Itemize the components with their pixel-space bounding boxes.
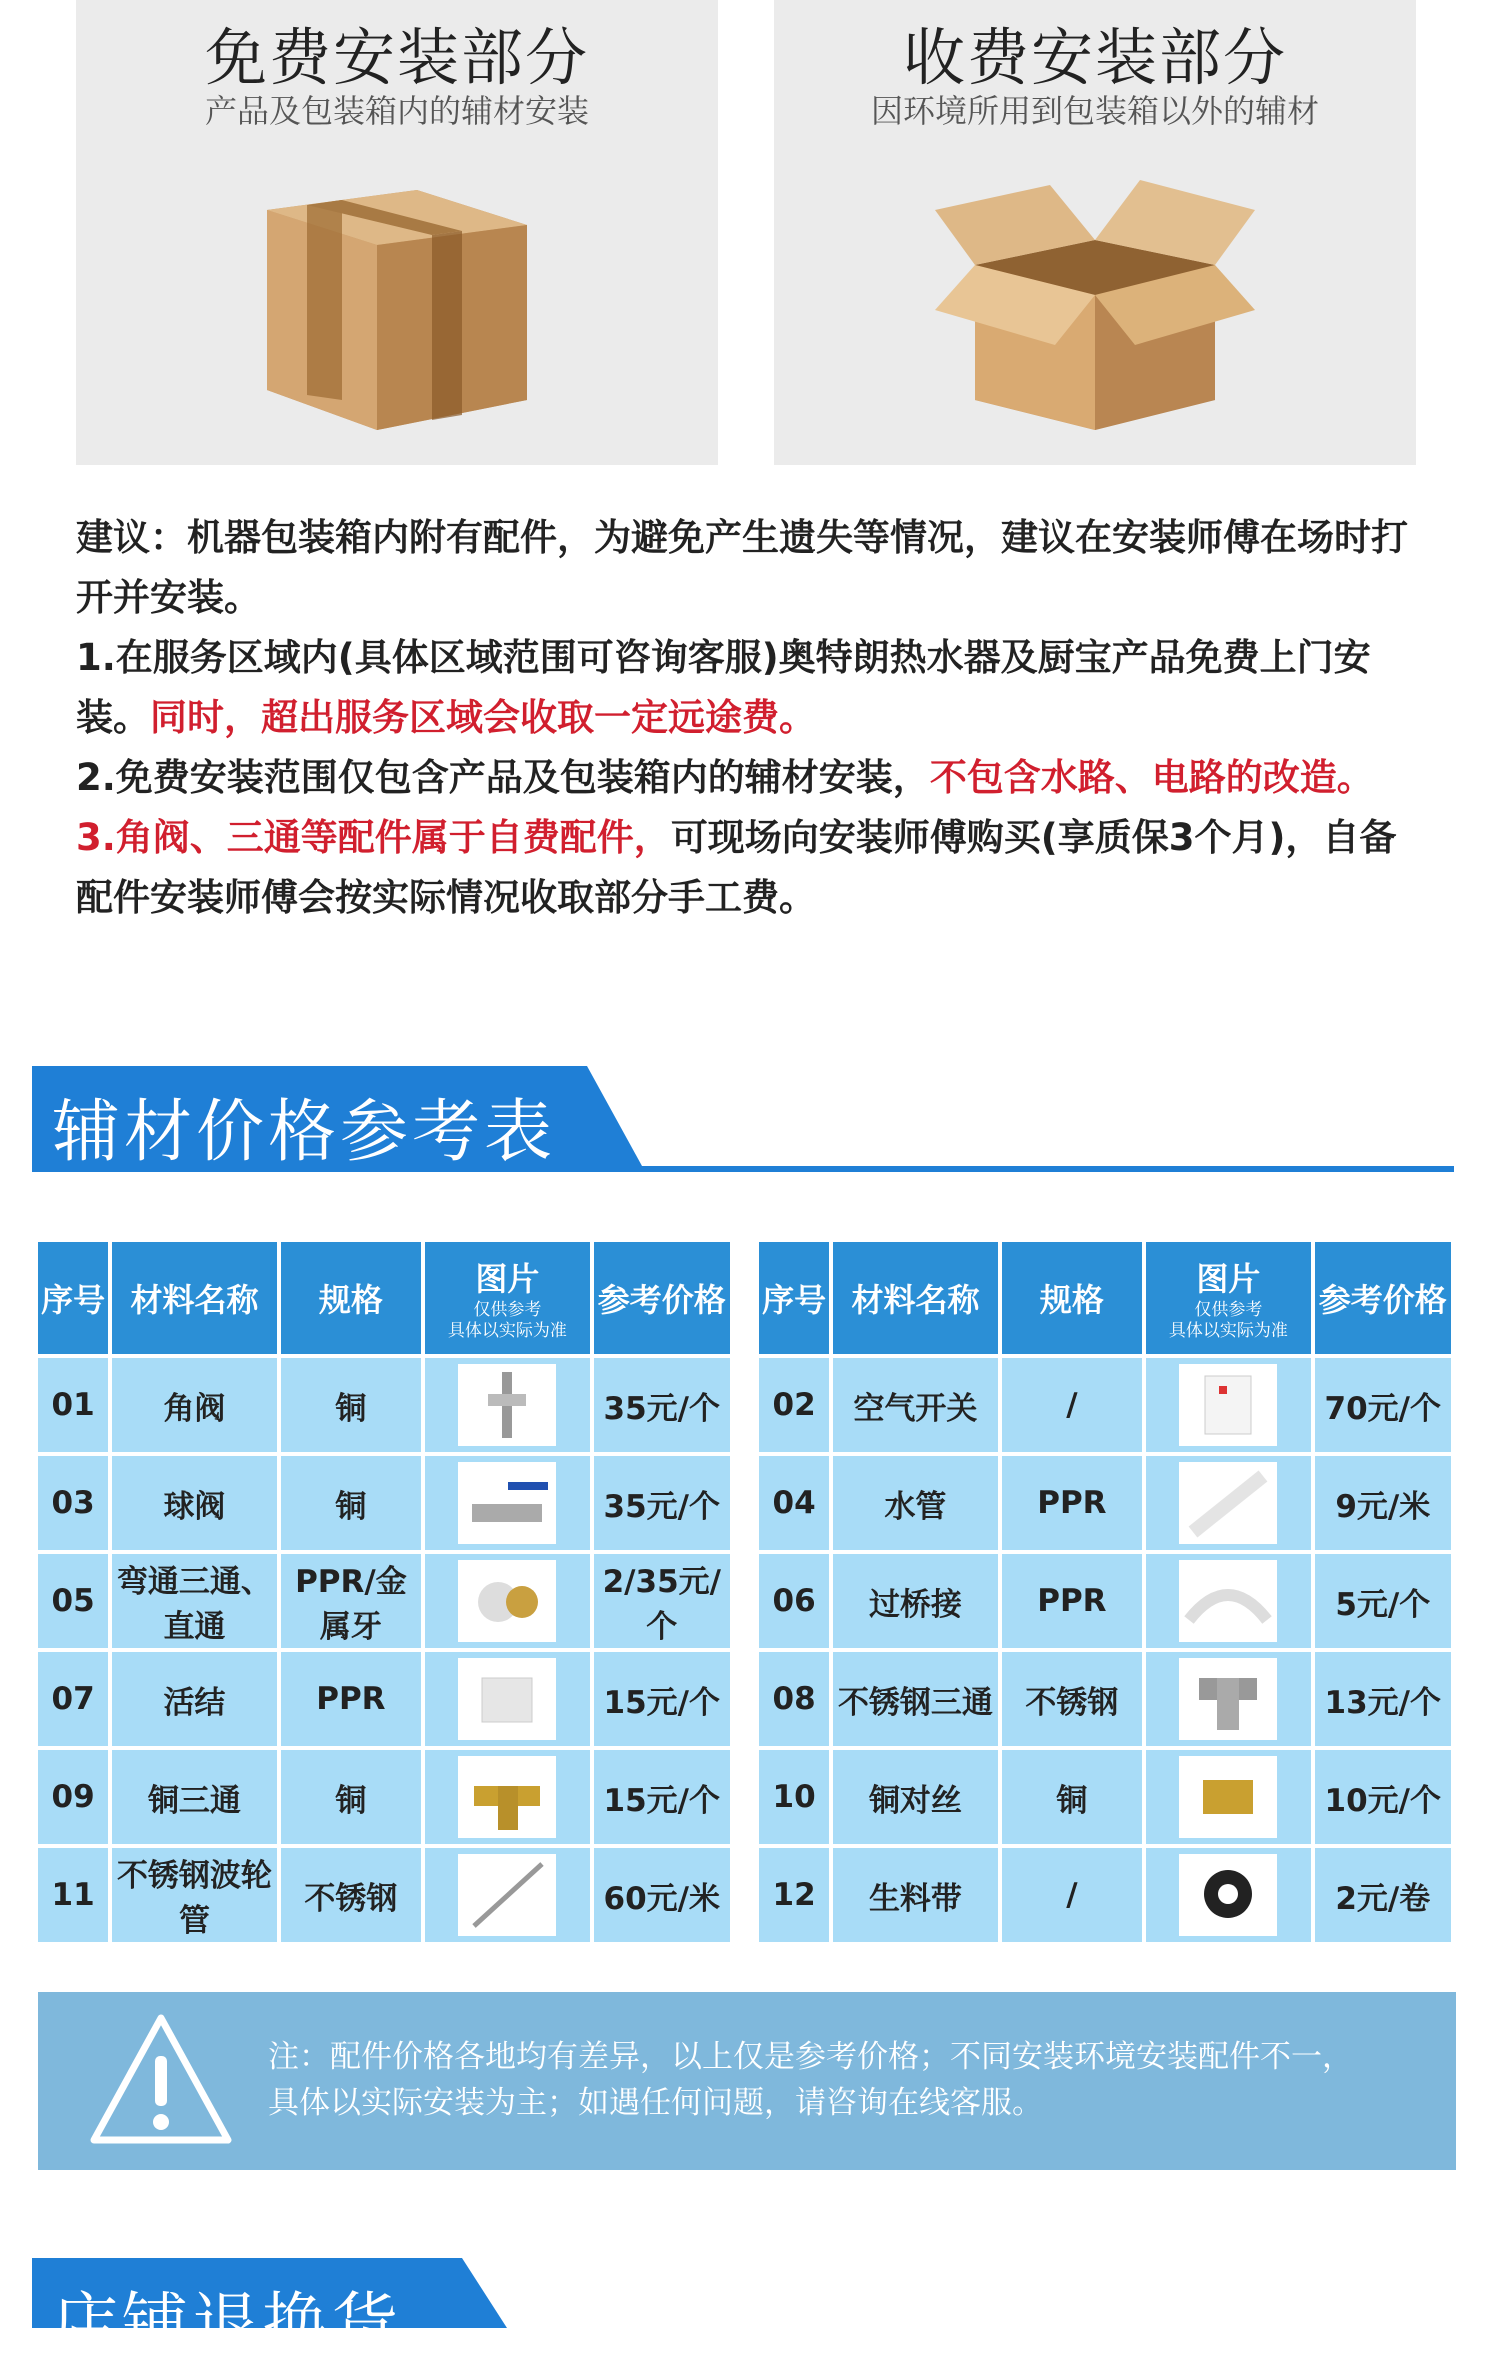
header-no: 序号 <box>38 1242 108 1354</box>
row-no: 11 <box>38 1848 108 1942</box>
row-price: 35元/个 <box>594 1456 730 1550</box>
table-row <box>38 1358 730 1452</box>
row-spec: 铜 <box>281 1358 421 1452</box>
header-pic-note1: 仅供参考 <box>1194 1300 1263 1320</box>
free-install-title: 免费安装部分 <box>204 21 589 94</box>
row-no: 09 <box>38 1750 108 1844</box>
row-name: 铜三通 <box>112 1750 276 1844</box>
row-price: 9元/米 <box>1315 1456 1451 1550</box>
row-name: 角阀 <box>112 1358 276 1452</box>
brass-nipple-icon <box>1179 1756 1277 1838</box>
row-spec: 铜 <box>281 1456 421 1550</box>
note-3 <box>76 808 1426 928</box>
note-advice: 建议：机器包装箱内附有配件，为避免产生遗失等情况，建议在安装师傅在场时打开并安装。 <box>76 516 1408 619</box>
row-price: 5元/个 <box>1315 1554 1451 1648</box>
row-name: 活结 <box>112 1652 276 1746</box>
row-no: 08 <box>759 1652 829 1746</box>
angle-valve-icon <box>458 1364 556 1446</box>
header-price: 参考价格 <box>594 1242 730 1354</box>
table-row <box>759 1554 1451 1648</box>
table-row <box>759 1456 1451 1550</box>
row-name: 弯通三通、直通 <box>112 1554 276 1648</box>
bridge-fitting-icon <box>1179 1560 1277 1642</box>
price-table-title: 辅材价格参考表 <box>52 1093 557 1172</box>
row-no: 07 <box>38 1652 108 1746</box>
row-price: 2/35元/个 <box>594 1554 730 1648</box>
paid-install-subtitle: 因环境所用到包装箱以外的辅材 <box>870 92 1319 130</box>
union-fitting-icon <box>458 1658 556 1740</box>
row-spec: 不锈钢 <box>1002 1652 1142 1746</box>
return-policy-banner <box>32 2258 1454 2362</box>
ptfe-tape-icon <box>1179 1854 1277 1936</box>
header-name: 材料名称 <box>833 1242 997 1354</box>
row-name: 不锈钢波轮管 <box>112 1848 276 1942</box>
table-row <box>759 1652 1451 1746</box>
notice-line2: 具体以实际安装为主；如遇任何问题，请咨询在线客服。 <box>268 2085 1043 2121</box>
row-spec: PPR <box>1002 1456 1142 1550</box>
table-row <box>38 1456 730 1550</box>
price-table-banner <box>32 1066 1454 1176</box>
corrugated-pipe-icon <box>458 1854 556 1936</box>
row-spec: PPR/金属牙 <box>281 1554 421 1648</box>
row-name: 空气开关 <box>833 1358 997 1452</box>
table-row <box>759 1750 1451 1844</box>
open-box-icon <box>925 170 1265 440</box>
row-spec: / <box>1002 1848 1142 1942</box>
price-notice <box>38 1992 1456 2170</box>
header-pic <box>1146 1242 1310 1354</box>
header-spec: 规格 <box>1002 1242 1142 1354</box>
header-pic-note1: 仅供参考 <box>473 1300 542 1320</box>
row-spec: 不锈钢 <box>281 1848 421 1942</box>
row-price: 60元/米 <box>594 1848 730 1942</box>
steel-tee-icon <box>1179 1658 1277 1740</box>
note-2 <box>76 748 1426 808</box>
row-no: 02 <box>759 1358 829 1452</box>
row-name: 过桥接 <box>833 1554 997 1648</box>
row-no: 01 <box>38 1358 108 1452</box>
price-table-left <box>34 1238 734 1946</box>
row-no: 04 <box>759 1456 829 1550</box>
table-row <box>38 1848 730 1942</box>
table-row <box>759 1358 1451 1452</box>
row-name: 铜对丝 <box>833 1750 997 1844</box>
header-pic <box>425 1242 589 1354</box>
warning-icon <box>86 2010 236 2150</box>
elbow-tee-icon <box>458 1560 556 1642</box>
brass-tee-icon <box>458 1756 556 1838</box>
row-name: 水管 <box>833 1456 997 1550</box>
install-notes <box>76 508 1426 928</box>
note-3-text: 可现场向安装师傅购买(享质保3个月)，自备配件安装师傅会按实际情况收取部分手工费。 <box>76 816 1397 919</box>
header-pic-note2: 具体以实际为准 <box>1168 1321 1288 1341</box>
header-pic-note2: 具体以实际为准 <box>447 1321 567 1341</box>
price-table-right <box>755 1238 1455 1946</box>
notice-line1: 注：配件价格各地均有差异，以上仅是参考价格；不同安装环境安装配件不一， <box>268 2039 1353 2075</box>
row-no: 06 <box>759 1554 829 1648</box>
row-name: 球阀 <box>112 1456 276 1550</box>
row-price: 70元/个 <box>1315 1358 1451 1452</box>
row-price: 15元/个 <box>594 1750 730 1844</box>
row-price: 13元/个 <box>1315 1652 1451 1746</box>
header-name: 材料名称 <box>112 1242 276 1354</box>
header-price: 参考价格 <box>1315 1242 1451 1354</box>
table-row <box>38 1652 730 1746</box>
note-1-text: 1.在服务区域内(具体区域范围可咨询客服)奥特朗热水器及厨宝产品免费上门安装。 <box>76 636 1371 739</box>
row-spec: 铜 <box>281 1750 421 1844</box>
row-price: 35元/个 <box>594 1358 730 1452</box>
header-spec: 规格 <box>281 1242 421 1354</box>
table-row <box>38 1750 730 1844</box>
paid-install-title: 收费安装部分 <box>902 21 1287 94</box>
row-price: 10元/个 <box>1315 1750 1451 1844</box>
note-1-highlight: 同时，超出服务区域会收取一定远途费。 <box>150 696 816 739</box>
row-no: 10 <box>759 1750 829 1844</box>
notice-text <box>268 2034 1353 2126</box>
free-install-subtitle: 产品及包装箱内的辅材安装 <box>204 92 589 130</box>
row-spec: PPR <box>281 1652 421 1746</box>
air-switch-icon <box>1179 1364 1277 1446</box>
note-2-text: 2.免费安装范围仅包含产品及包装箱内的辅材安装， <box>76 756 930 799</box>
header-pic-label: 图片 <box>1196 1260 1261 1298</box>
row-spec: / <box>1002 1358 1142 1452</box>
header-pic-label: 图片 <box>475 1260 540 1298</box>
row-no: 03 <box>38 1456 108 1550</box>
table-row <box>38 1554 730 1648</box>
free-install-panel <box>76 0 718 465</box>
row-price: 2元/卷 <box>1315 1848 1451 1942</box>
row-name: 生料带 <box>833 1848 997 1942</box>
row-price: 15元/个 <box>594 1652 730 1746</box>
note-3-highlight: 3.角阀、三通等配件属于自费配件， <box>76 816 671 859</box>
note-1 <box>76 628 1426 748</box>
row-no: 12 <box>759 1848 829 1942</box>
paid-install-panel <box>774 0 1416 465</box>
return-policy-title: 店铺退换货 <box>52 2285 402 2362</box>
ball-valve-icon <box>458 1462 556 1544</box>
row-spec: PPR <box>1002 1554 1142 1648</box>
row-name: 不锈钢三通 <box>833 1652 997 1746</box>
row-spec: 铜 <box>1002 1750 1142 1844</box>
table-row <box>759 1848 1451 1942</box>
header-no: 序号 <box>759 1242 829 1354</box>
note-2-highlight: 不包含水路、电路的改造。 <box>929 756 1374 799</box>
closed-box-icon <box>247 180 547 440</box>
water-pipe-icon <box>1179 1462 1277 1544</box>
row-no: 05 <box>38 1554 108 1648</box>
